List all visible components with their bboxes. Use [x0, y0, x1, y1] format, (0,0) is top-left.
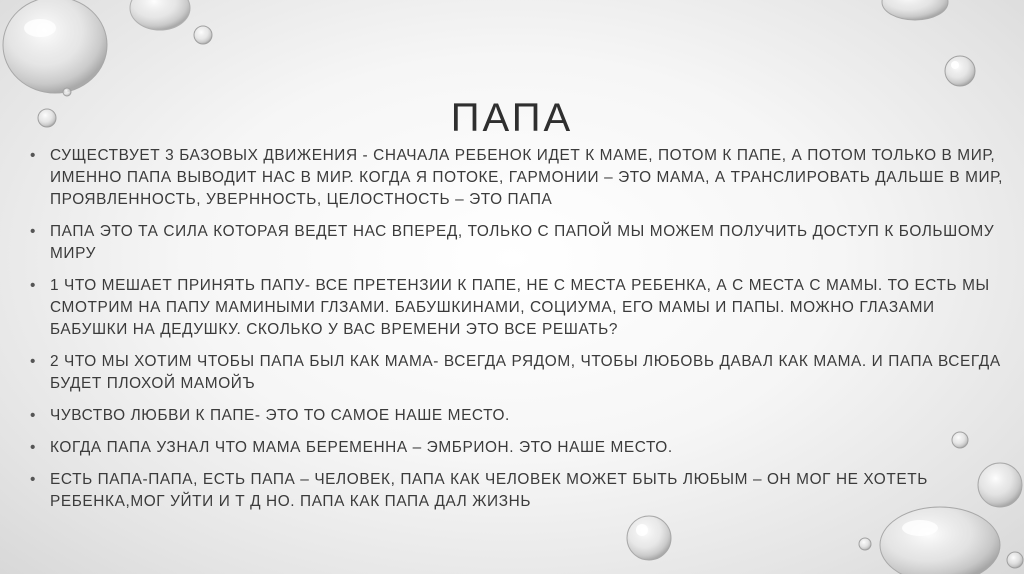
bullet-text: СУЩЕСТВУЕТ 3 БАЗОВЫХ ДВИЖЕНИЯ - СНАЧАЛА РЕБЕНОК ИДЕТ К МАМЕ, ПОТОМ К ПАПЕ, А ПОТОМ ТОЛЬКО В МИР, ИМЕННО ПАПА ВЫВОДИТ НАС В МИР. КОГДА Я ПОТОКЕ, ГАРМОНИИ – ЭТО МАМА, А ТРАНСЛИРОВАТЬ ДАЛЬШЕ В МИР, ПРОЯВЛЕННОСТЬ, УВЕРННОСТЬ, ЦЕЛОСТНОСТЬ – ЭТО ПАПА — [50, 147, 1003, 208]
water-drop — [3, 0, 107, 93]
bullet-dot-icon: • — [30, 471, 36, 488]
water-drop — [945, 56, 975, 86]
bullet-text: КОГДА ПАПА УЗНАЛ ЧТО МАМА БЕРЕМЕННА – ЭМБРИОН. ЭТО НАШЕ МЕСТО. — [50, 439, 673, 456]
water-drop — [130, 0, 190, 30]
water-drop — [882, 0, 948, 20]
bullet-item-3 — [30, 275, 1005, 341]
water-drop — [859, 538, 871, 550]
bullet-dot-icon: • — [30, 353, 36, 370]
bullet-dot-icon: • — [30, 277, 36, 294]
bullet-text: ЕСТЬ ПАПА-ПАПА, ЕСТЬ ПАПА – ЧЕЛОВЕК, ПАПА КАК ЧЕЛОВЕК МОЖЕТ БЫТЬ ЛЮБЫМ – ОН МОГ НЕ ХОТЕТЬ РЕБЕНКА,МОГ УЙТИ И Т Д НО. ПАПА КАК ПАПА ДАЛ ЖИЗНЬ — [50, 471, 928, 510]
bullet-item-2 — [30, 221, 1005, 265]
bullet-item-7 — [30, 469, 1005, 513]
bullet-dot-icon: • — [30, 223, 36, 240]
bullet-dot-icon: • — [30, 439, 36, 456]
water-drop — [63, 88, 71, 96]
bullet-text: ПАПА ЭТО ТА СИЛА КОТОРАЯ ВЕДЕТ НАС ВПЕРЕД, ТОЛЬКО С ПАПОЙ МЫ МОЖЕМ ПОЛУЧИТЬ ДОСТУП К БОЛЬШОМУ МИРУ — [50, 223, 995, 262]
bullet-dot-icon: • — [30, 147, 36, 164]
water-drop — [1007, 552, 1023, 568]
bullet-text: ЧУВСТВО ЛЮБВИ К ПАПЕ- ЭТО ТО САМОЕ НАШЕ МЕСТО. — [50, 407, 510, 424]
bullet-item-6 — [30, 437, 1005, 459]
slide-title: ПАПА — [450, 96, 574, 140]
bullet-dot-icon: • — [30, 407, 36, 424]
bullet-list — [30, 145, 1005, 523]
bullet-item-1 — [30, 145, 1005, 211]
bullet-item-5 — [30, 405, 1005, 427]
bullet-text: 1 ЧТО МЕШАЕТ ПРИНЯТЬ ПАПУ- ВСЕ ПРЕТЕНЗИИ К ПАПЕ, НЕ С МЕСТА РЕБЕНКА, А С МЕСТА С МАМЫ. ТО ЕСТЬ МЫ СМОТРИМ НА ПАПУ МАМИНЫМИ ГЛЗАМИ. БАБУШКИНАМИ, СОЦИУМА, ЕГО МАМЫ И ПАПЫ. МОЖНО ГЛАЗАМИ БАБУШКИ НА ДЕДУШКУ. СКОЛЬКО У ВАС ВРЕМЕНИ ЭТО ВСЕ РЕШАТЬ? — [50, 277, 990, 338]
water-drop — [194, 26, 212, 44]
bullet-item-4 — [30, 351, 1005, 395]
bullet-text: 2 ЧТО МЫ ХОТИМ ЧТОБЫ ПАПА БЫЛ КАК МАМА- ВСЕГДА РЯДОМ, ЧТОБЫ ЛЮБОВЬ ДАВАЛ КАК МАМА. И ПАПА ВСЕГДА БУДЕТ ПЛОХОЙ МАМОЙЪ — [50, 353, 1001, 392]
